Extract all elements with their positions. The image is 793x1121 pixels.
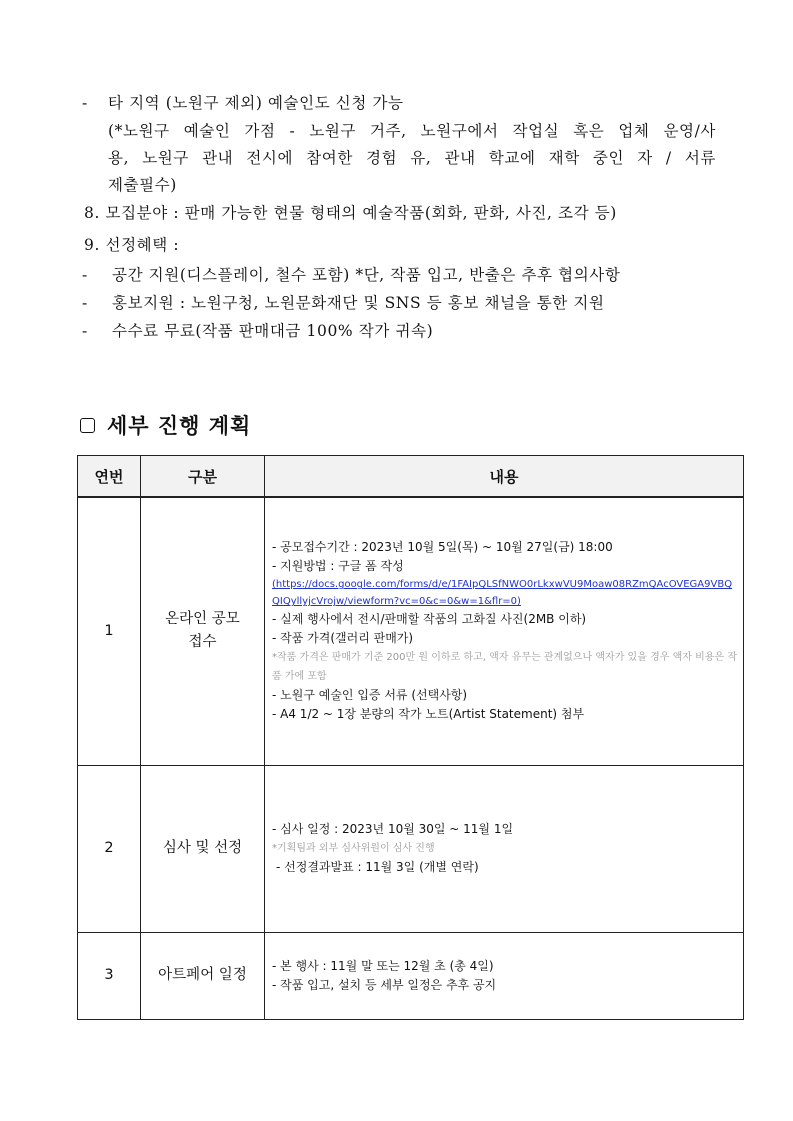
row-category: 심사 및 선정 xyxy=(141,765,265,932)
row-category: 아트페어 일정 xyxy=(141,932,265,1019)
row-content xyxy=(265,765,744,932)
square-bullet-icon xyxy=(80,418,95,433)
row-no: 2 xyxy=(78,765,141,932)
table-row xyxy=(78,765,744,932)
note-line-1: (*노원구 예술인 가점 - 노원구 거주, 노원구에서 작업실 혹은 업체 운영/사 xyxy=(108,122,716,140)
benefit-promotion: 홍보지원 : 노원구청, 노원문화재단 및 SNS 등 홍보 채널을 통한 지원 xyxy=(112,294,605,312)
content-note: *기획팀과 외부 심사위원이 심사 진행 xyxy=(272,843,435,854)
table-row xyxy=(78,497,744,765)
table-header-row xyxy=(78,456,744,498)
note-line-3: 제출필수) xyxy=(108,176,177,194)
category-line: 접수 xyxy=(188,634,217,651)
google-form-link[interactable]: (https://docs.google.com/forms/d/e/1FAIpQLSfNWO0rLkxwVU9Moaw08RZmQAcOVEGA9VBQQIQyllyjcVrojw/viewform?vc=0&c=0&w=1&flr=0) xyxy=(272,579,733,608)
bullet-dash: - xyxy=(82,294,88,312)
row-no: 3 xyxy=(78,932,141,1019)
section-heading xyxy=(80,410,251,440)
plan-table xyxy=(77,455,744,1020)
header-category: 구분 xyxy=(141,456,265,498)
content-line: - 선정결과발표 : 11월 3일 (개별 연락) xyxy=(276,860,479,874)
header-no: 연번 xyxy=(78,456,141,498)
content-line: - 실제 행사에서 전시/판매할 작품의 고화질 사진(2MB 이하) xyxy=(272,612,587,627)
content-line: - 작품 입고, 설치 등 세부 일정은 추후 공지 xyxy=(272,977,497,992)
content-note: *작품 가격은 판매가 기준 200만 원 이하로 하고, 액자 유무는 관계없으나 액자가 있을 경우 액자 비용은 작품 가에 포함 xyxy=(272,652,737,683)
row-content xyxy=(265,497,744,765)
content-line: - A4 1/2 ~ 1장 분량의 작가 노트(Artist Statement) 첨부 xyxy=(272,707,585,722)
bullet-dash: - xyxy=(82,94,88,112)
item-8-recruitment-field: 8. 모집분야 : 판매 가능한 현물 형태의 예술작품(회화, 판화, 사진, 조각 등) xyxy=(84,204,617,222)
benefit-space-support: 공간 지원(디스플레이, 철수 포함) *단, 작품 입고, 반출은 추후 협의사항 xyxy=(112,266,621,284)
bullet-dash: - xyxy=(82,322,88,340)
row-category xyxy=(141,497,265,765)
bullet-other-region: 타 지역 (노원구 제외) 예술인도 신청 가능 xyxy=(108,94,404,112)
item-9-benefits: 9. 선정혜택 : xyxy=(84,236,180,254)
content-line: - 공모접수기간 : 2023년 10월 5일(목) ~ 10월 27일(금) 18:00 xyxy=(272,540,613,555)
header-content: 내용 xyxy=(265,456,744,498)
row-no: 1 xyxy=(78,497,141,765)
content-line: - 본 행사 : 11월 말 또는 12월 초 (총 4일) xyxy=(272,958,494,973)
content-line: - 지원방법 : 구글 폼 작성 xyxy=(272,559,404,574)
content-line: - 작품 가격(갤러리 판매가) xyxy=(272,631,414,646)
category-line: 온라인 공모 xyxy=(165,611,240,628)
content-line: - 심사 일정 : 2023년 10월 30일 ~ 11월 1일 xyxy=(272,822,514,836)
bullet-dash: - xyxy=(82,266,88,284)
benefit-no-fee: 수수료 무료(작품 판매대금 100% 작가 귀속) xyxy=(112,322,434,340)
section-title-text: 세부 진행 계획 xyxy=(107,414,252,438)
table-row xyxy=(78,932,744,1019)
note-line-2: 용, 노원구 관내 전시에 참여한 경험 유, 관내 학교에 재학 중인 자 / 서류 xyxy=(108,149,716,167)
content-line: - 노원구 예술인 입증 서류 (선택사항) xyxy=(272,688,468,703)
row-content xyxy=(265,932,744,1019)
